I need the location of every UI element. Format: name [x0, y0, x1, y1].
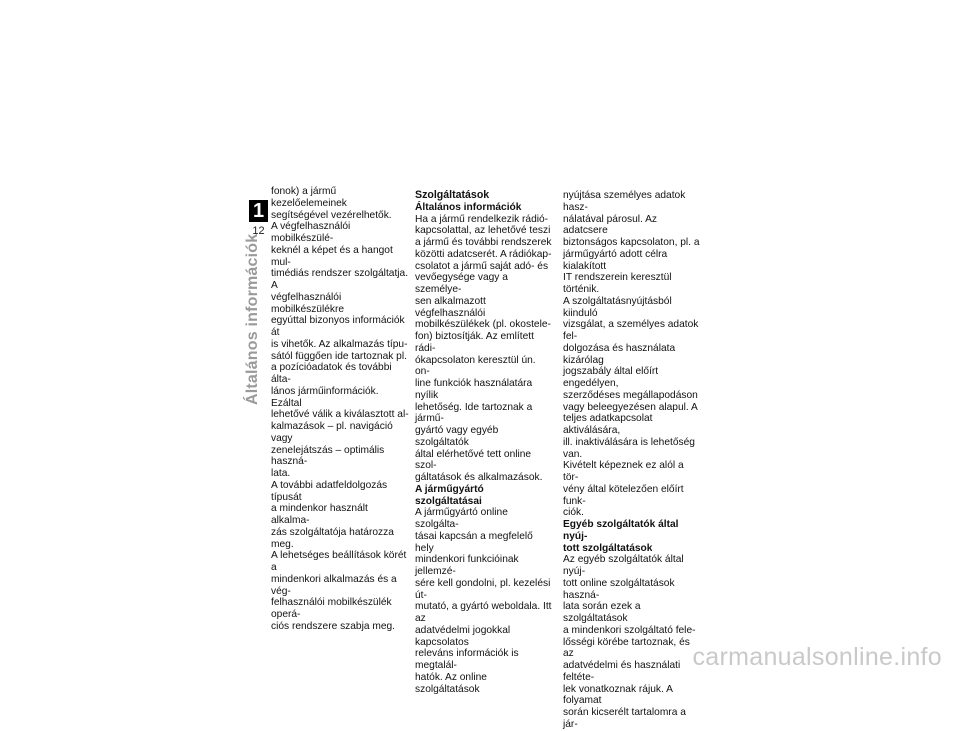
text-column-3: [563, 190, 701, 731]
section-heading: [563, 519, 701, 554]
paragraph: [563, 190, 701, 519]
text-line: vevőegysége vagy a személye-: [415, 272, 508, 295]
text-line: vagy beleegyezésen alapul. A: [563, 401, 698, 413]
text-line: lehetőség. Ide tartoznak a jármű-: [415, 401, 533, 425]
text-line: adatvédelmi jogokkal kapcsolatos: [415, 624, 511, 648]
paragraph: [563, 554, 701, 730]
text-line: a mindenkor használt alkalma-: [271, 503, 368, 526]
text-line: sától függően ide tartoznak pl.: [271, 350, 407, 362]
text-line: teljes adatkapcsolat aktiválására,: [563, 413, 653, 436]
section-heading: [415, 202, 553, 214]
text-line: a mindenkori szolgáltató fele-: [563, 624, 696, 636]
text-line: Általános információk: [415, 201, 522, 213]
text-line: lata során ezek a szolgáltatások: [563, 601, 641, 624]
text-line: A szolgáltatásnyújtásból kiinduló: [563, 295, 672, 319]
text-line: Egyéb szolgáltatók által nyúj-: [563, 519, 679, 542]
paragraph: [415, 214, 553, 484]
text-line: ókapcsolaton keresztül ún. on-: [415, 354, 536, 378]
text-line: felhasználói mobilkészülék operá-: [271, 597, 392, 620]
text-line: lek vonatkoznak rájuk. A folyamat: [563, 683, 673, 707]
text-column-2: [415, 190, 553, 695]
text-line: ciók.: [563, 507, 584, 519]
text-line: mobilkészülékek (pl. okostele-: [415, 319, 551, 331]
text-line: tásai kapcsán a megfelelő hely: [415, 530, 533, 554]
text-line: jogszabály által előírt engedélyen,: [563, 366, 659, 389]
paragraph: [271, 186, 409, 480]
paragraph: [415, 507, 553, 695]
text-line: lehetővé válik a kiválasztott al-: [271, 409, 409, 421]
section-heading: [415, 484, 553, 508]
text-line: mutató, a gyártó weboldala. Itt az: [415, 601, 552, 624]
text-line: dolgozása és használata kizárólag: [563, 342, 676, 366]
text-line: járműgyártó adott célra kialakított: [563, 248, 668, 272]
text-line: is vihetők. Az alkalmazás típu-: [271, 338, 408, 350]
chapter-number-badge: 1: [249, 200, 268, 222]
text-line: során kicserélt tartalomra a jár-: [563, 707, 686, 730]
text-line: keknél a képet és a hangot mul-: [271, 244, 393, 268]
text-line: timédiás rendszer szolgáltatja. A: [271, 268, 409, 291]
watermark-text: carmanualsonline.info: [692, 643, 942, 671]
text-line: lősségi körébe tartoznak, és az: [563, 636, 690, 660]
text-line: nyújtása személyes adatok hasz-: [563, 190, 686, 213]
text-column-1: [271, 186, 409, 633]
text-line: IT rendszerein keresztül történik.: [563, 272, 672, 295]
text-line: segítségével vezérelhetők.: [271, 209, 392, 221]
text-line: zenelejátszás – optimális haszná-: [271, 444, 385, 468]
text-line: A további adatfeldolgozás típusát: [271, 479, 388, 503]
text-line: kapcsolattal, az lehetővé teszi: [415, 225, 551, 237]
text-line: által elérhetővé tett online szol-: [415, 448, 532, 472]
text-line: biztonságos kapcsolaton, pl. a: [563, 237, 700, 248]
text-line: a pozícióadatok és további álta-: [271, 362, 392, 385]
text-line: a jármű és további rendszerek: [415, 237, 552, 248]
text-line: A lehetséges beállítások körét a: [271, 550, 407, 573]
section-heading: [415, 190, 553, 202]
text-line: releváns információk is megtalál-: [415, 648, 519, 671]
text-line: mindenkori funkcióinak jellemzé-: [415, 554, 519, 577]
text-line: A járműgyártó online szolgálta-: [415, 507, 508, 530]
text-line: Szolgáltatások: [415, 189, 490, 201]
text-line: hatók. Az online szolgáltatások: [415, 671, 487, 695]
text-line: csolatot a jármű saját adó- és: [415, 260, 549, 272]
text-line: Ha a jármű rendelkezik rádió-: [415, 213, 549, 225]
paragraph: [271, 480, 409, 633]
chapter-title-vertical: Általános információk: [244, 233, 261, 405]
text-line: A végfelhasználói mobilkészülé-: [271, 221, 351, 244]
text-line: tott online szolgáltatások haszná-: [563, 577, 675, 601]
text-line: lános járműinformációk. Ezáltal: [271, 385, 379, 409]
text-line: line funkciók használatára nyílik: [415, 378, 533, 401]
text-line: mindenkori alkalmazás és a vég-: [271, 573, 397, 597]
text-line: zás szolgáltatója határozza meg.: [271, 526, 394, 550]
text-line: gáltatások és alkalmazások.: [415, 472, 543, 483]
text-line: sére kell gondolni, pl. kezelési út-: [415, 577, 551, 601]
text-line: adatvédelmi és használati feltéte-: [563, 660, 681, 683]
text-line: fonok) a jármű kezelőelemeinek: [271, 186, 347, 209]
text-line: ciós rendszere szabja meg.: [271, 620, 396, 632]
page-number: 12: [252, 225, 265, 237]
text-line: fon) biztosítják. Az említett rádi-: [415, 331, 534, 354]
text-line: A járműgyártó szolgáltatásai: [415, 483, 484, 507]
text-line: kalmazások – pl. navigáció vagy: [271, 421, 393, 444]
text-line: sen alkalmazott végfelhasználói: [415, 295, 486, 319]
text-line: közötti adatcserét. A rádiókap-: [415, 248, 552, 260]
text-line: Kivételt képeznek ez alól a tör-: [563, 460, 684, 483]
text-line: lata.: [271, 468, 291, 479]
text-line: tott szolgáltatások: [563, 542, 653, 554]
text-line: végfelhasználói mobilkészülékre: [271, 291, 345, 315]
text-line: gyártó vagy egyéb szolgáltatók: [415, 425, 499, 448]
text-line: egyúttal bizonyos információk át: [271, 315, 405, 338]
text-line: szerződéses megállapodáson: [563, 389, 698, 401]
text-line: Az egyéb szolgáltatók által nyúj-: [563, 554, 684, 577]
text-line: ill. inaktiválására is lehetőség van.: [563, 436, 695, 460]
text-line: vény által kötelezően előírt funk-: [563, 483, 684, 507]
text-line: nálatával párosul. Az adatcsere: [563, 213, 658, 237]
text-line: vizsgálat, a személyes adatok fel-: [563, 319, 699, 342]
